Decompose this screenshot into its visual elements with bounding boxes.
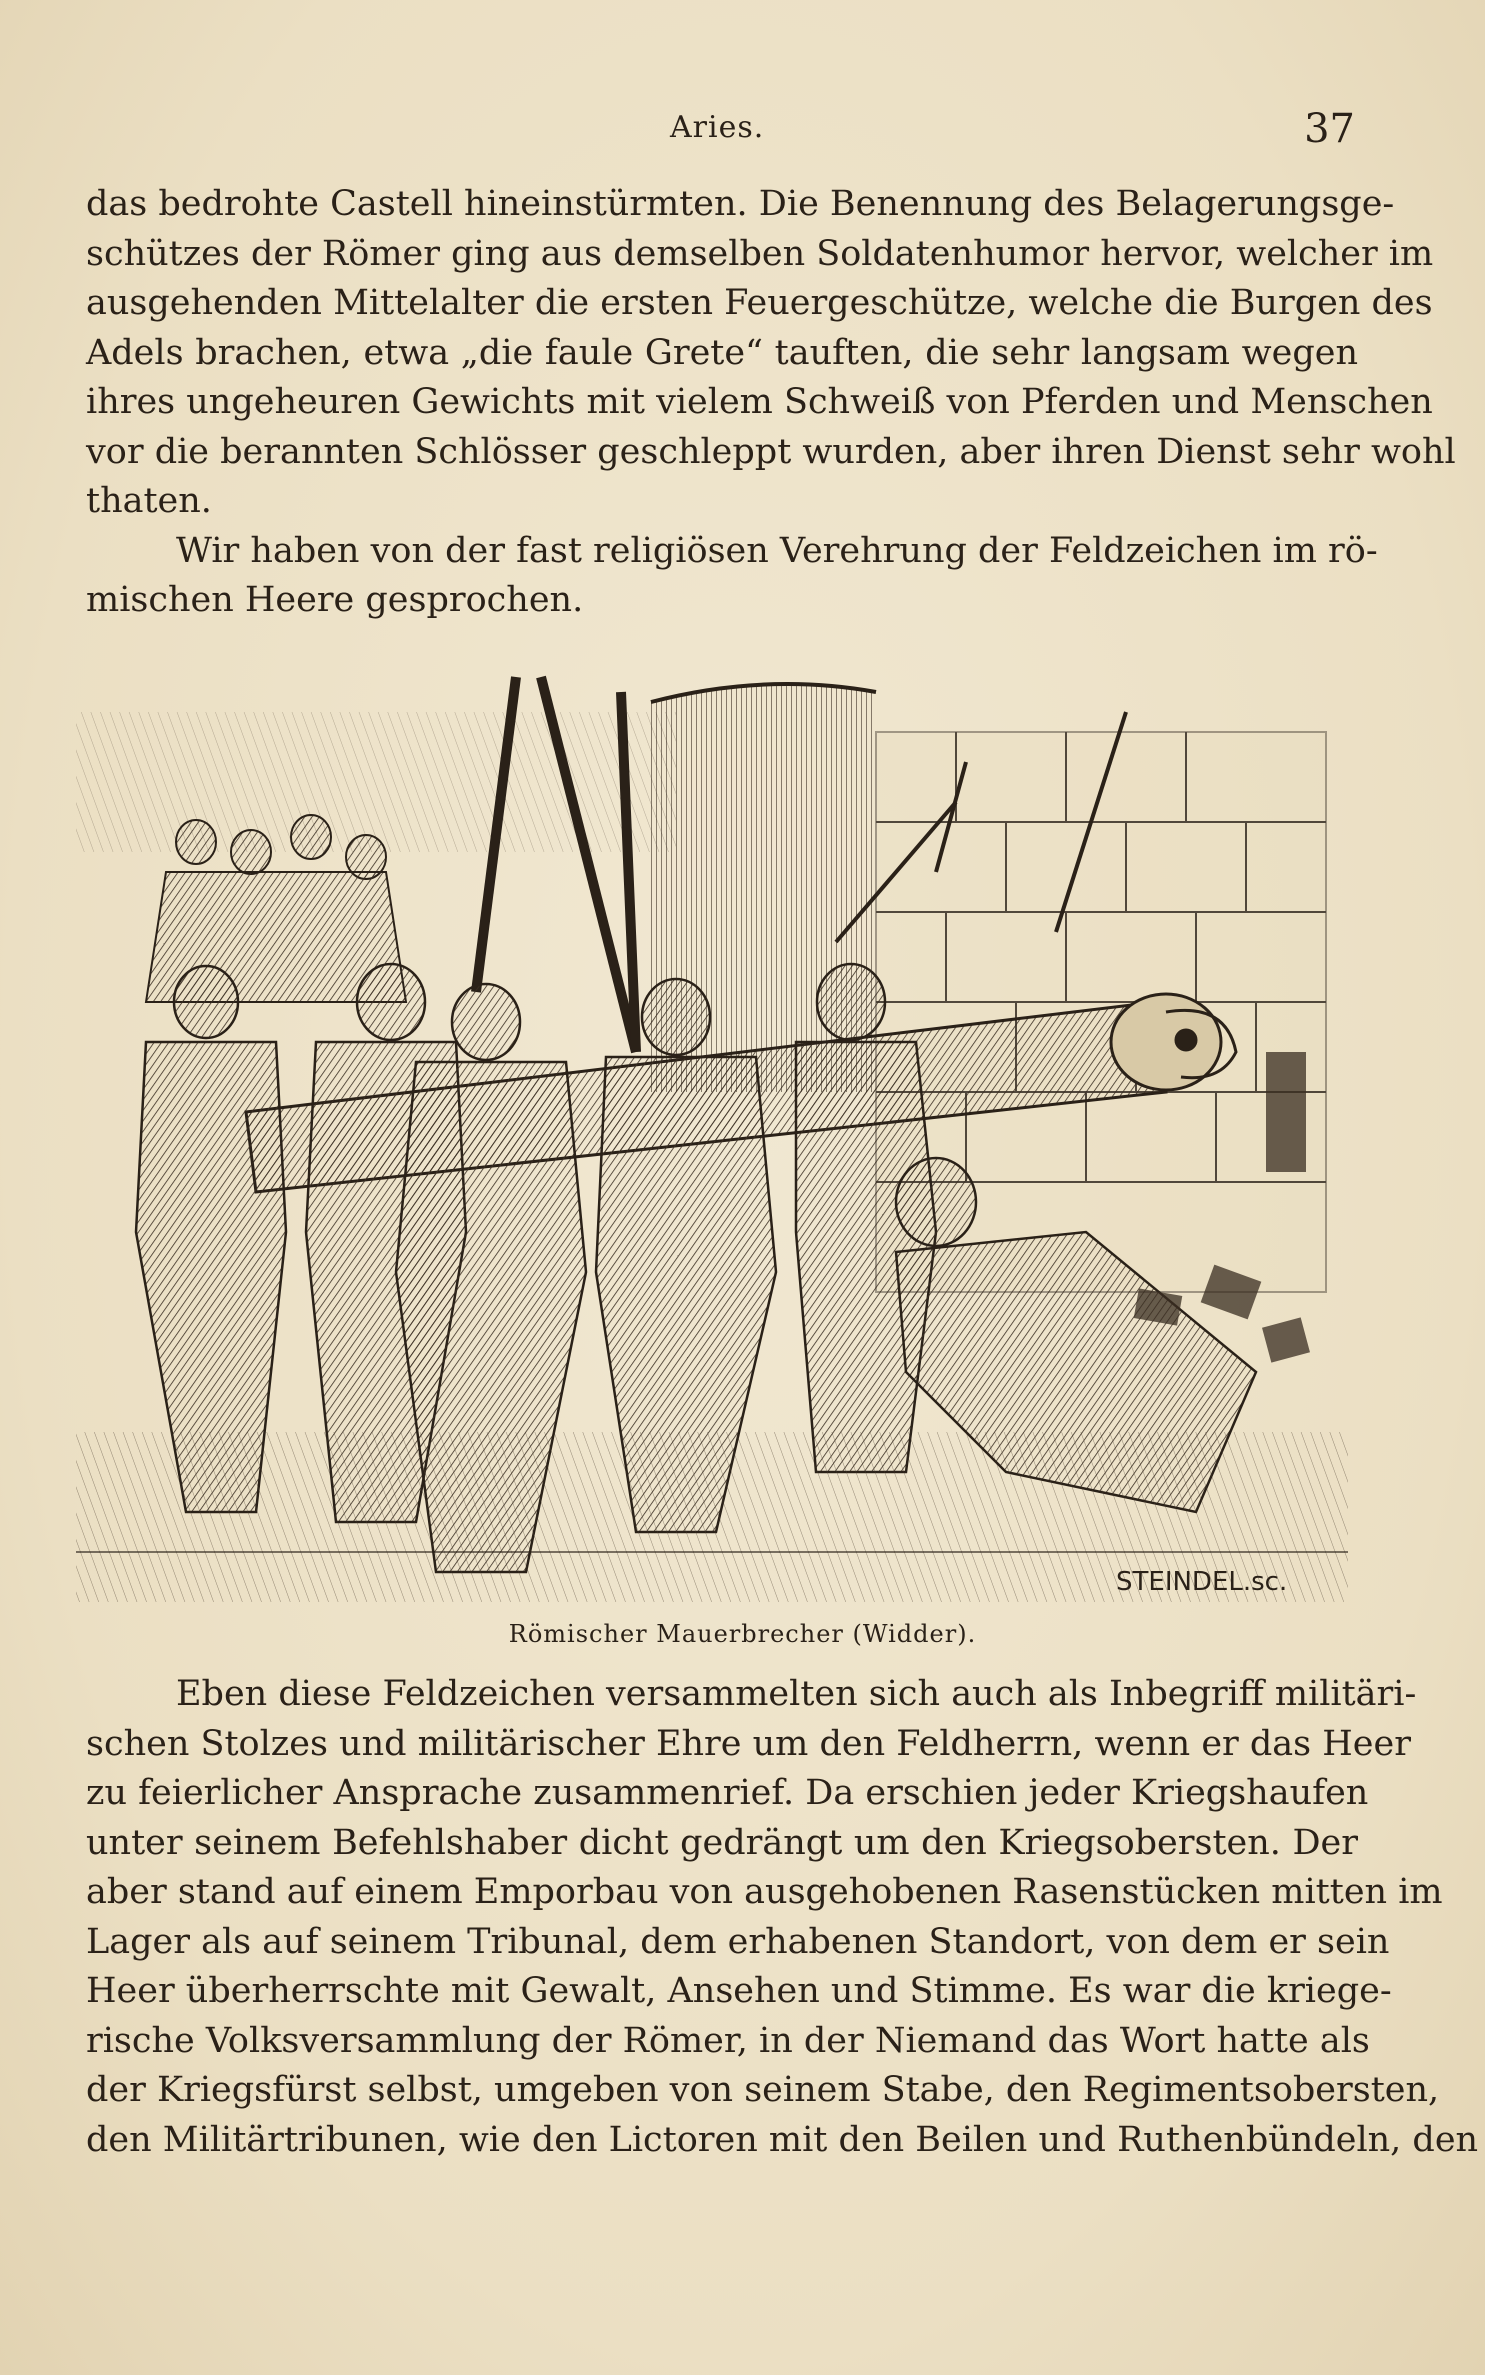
text-line: zu feierlicher Ansprache zusammenrief. Da erschien jeder Kriegshaufen	[86, 1773, 1369, 1813]
engraving-image	[76, 672, 1348, 1612]
illustration-caption: Römischer Mauerbrecher (Widder).	[508, 1620, 977, 1648]
text-line: schen Stolzes und militärischer Ehre um den Feldherrn, wenn er das Heer	[86, 1723, 1411, 1764]
text-line: schützes der Römer ging aus demselben Soldatenhumor hervor, welcher im	[86, 233, 1434, 274]
text-line: Lager als auf seinem Tribunal, dem erhabenen Standort, von dem er sein	[86, 1921, 1390, 1962]
text-line: das bedrohte Castell hineinstürmten. Die Benennung des Belagerungsge-	[86, 184, 1395, 224]
text-line: Wir haben von der fast religiösen Verehrung der Feldzeichen im rö-	[176, 530, 1378, 571]
running-head: Aries.	[670, 110, 765, 145]
page-number: 37	[1304, 106, 1355, 152]
text-line: Heer überherrschte mit Gewalt, Ansehen und Stimme. Es war die kriege-	[86, 1971, 1392, 2011]
text-line: Eben diese Feldzeichen versammelten sich auch als Inbegriff militäri-	[176, 1674, 1417, 1714]
paragraph-1	[86, 180, 1456, 626]
battering-ram-engraving	[76, 672, 1348, 1612]
text-line: ihres ungeheuren Gewichts mit vielem Schweiß von Pferden und Menschen	[86, 382, 1433, 422]
paragraph-2	[86, 1670, 1479, 2165]
text-line: rische Volksversammlung der Römer, in der Niemand das Wort hatte als	[86, 2020, 1370, 2061]
text-line: mischen Heere gesprochen.	[86, 580, 584, 620]
text-line: ausgehenden Mittelalter die ersten Feuergeschütze, welche die Burgen des	[86, 283, 1433, 323]
text-line: den Militärtribunen, wie den Lictoren mit den Beilen und Ruthenbündeln, den	[86, 2119, 1479, 2160]
text-line: thaten.	[86, 481, 212, 521]
text-line: aber stand auf einem Emporbau von ausgehobenen Rasenstücken mitten im	[86, 1872, 1443, 1912]
text-line: unter seinem Befehlshaber dicht gedrängt um den Kriegsobersten. Der	[86, 1822, 1358, 1863]
page-header	[0, 106, 1485, 166]
text-line: vor die berannten Schlösser geschleppt wurden, aber ihren Dienst sehr wohl	[86, 431, 1456, 472]
text-line: der Kriegsfürst selbst, umgeben von seinem Stabe, den Regimentsobersten,	[86, 2070, 1440, 2110]
engraver-signature: STEINDEL.sc.	[1116, 1567, 1288, 1597]
text-line: Adels brachen, etwa „die faule Grete“ tauften, die sehr langsam wegen	[86, 332, 1358, 373]
